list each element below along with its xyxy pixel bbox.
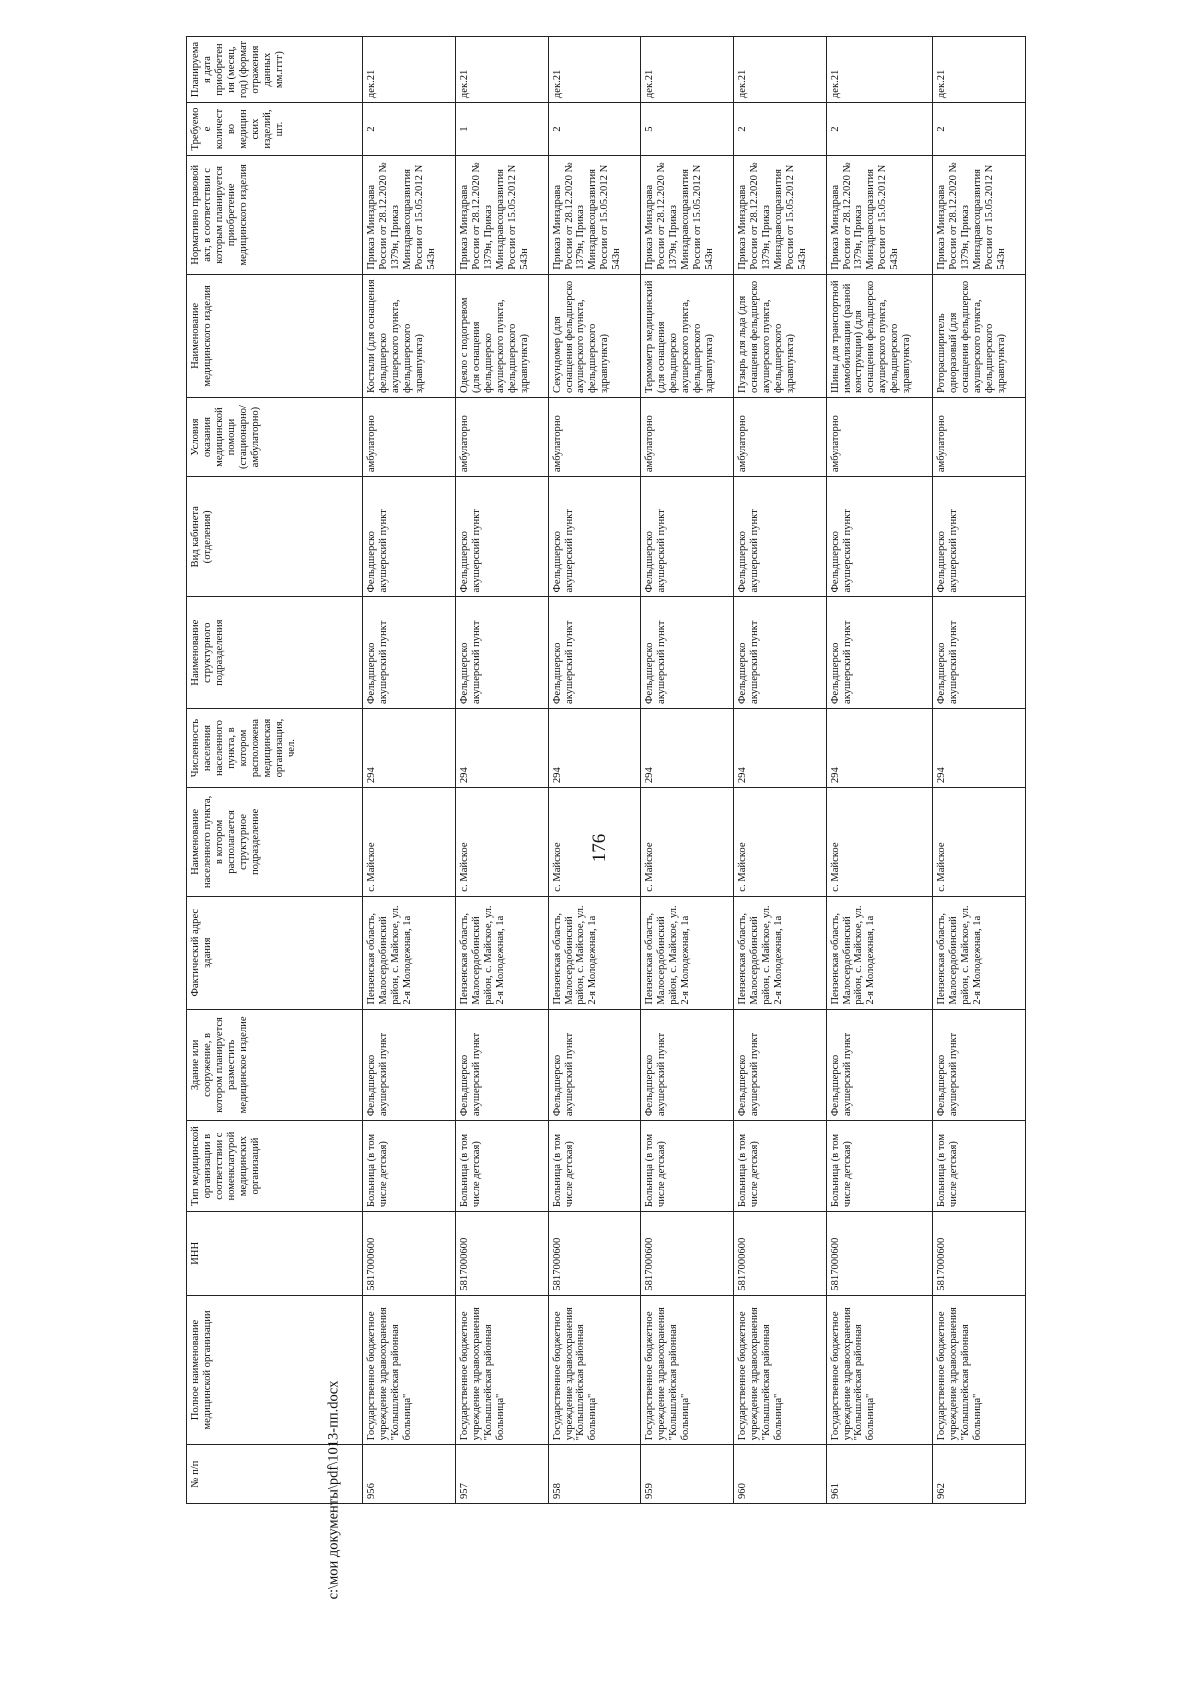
header-legal-act: Нормативно правовой акт, в соответствии с которым планируется приобретение медицинского изделия	[187, 155, 363, 274]
cell-legal-act: Приказ Минздрава России от 28.12.2020 № 1379н, Приказ Минздравсоцразвития России от 15.05.2012 N 543н	[933, 155, 1026, 274]
cell-organization-name: Государственное бюджетное учреждение здравоохранения "Колышлейская районная больница"	[363, 1295, 456, 1445]
cell-population: 294	[826, 708, 933, 787]
cell-inn: 5817000600	[455, 1212, 548, 1296]
cell-legal-act: Приказ Минздрава России от 28.12.2020 № 1379н, Приказ Минздравсоцразвития России от 15.05.2012 N 543н	[826, 155, 933, 274]
header-inn: ИНН	[187, 1212, 363, 1296]
cell-care-conditions: амбулаторно	[733, 397, 826, 476]
cell-organization-name: Государственное бюджетное учреждение здравоохранения "Колышлейская районная больница"	[826, 1295, 933, 1445]
cell-care-conditions: амбулаторно	[363, 397, 456, 476]
cell-legal-act: Приказ Минздрава России от 28.12.2020 № 1379н, Приказ Минздравсоцразвития России от 15.05.2012 N 543н	[548, 155, 641, 274]
cell-room-type: Фельдшерско акушерский пункт	[548, 477, 641, 597]
cell-device-name: Костыли (для оснащения фельдшерско акушерского пункта, фельдшерского здравпункта)	[363, 274, 456, 397]
table-row	[548, 37, 641, 1504]
cell-population: 294	[733, 708, 826, 787]
cell-structural-unit: Фельдшерско акушерский пункт	[826, 597, 933, 708]
cell-inn: 5817000600	[933, 1212, 1026, 1296]
cell-number: 958	[548, 1445, 641, 1504]
cell-legal-act: Приказ Минздрава России от 28.12.2020 № 1379н, Приказ Минздравсоцразвития России от 15.05.2012 N 543н	[641, 155, 734, 274]
cell-organization-type: Больница (в том числе детская)	[826, 1121, 933, 1212]
cell-organization-type: Больница (в том числе детская)	[933, 1121, 1026, 1212]
cell-device-name: Термометр медицинский (для оснащения фельдшерско акушерского пункта, фельдшерского здравпункта)	[641, 274, 734, 397]
cell-number: 959	[641, 1445, 734, 1504]
cell-room-type: Фельдшерско акушерский пункт	[363, 477, 456, 597]
cell-number: 960	[733, 1445, 826, 1504]
header-device-name: Наименование медицинского изделия	[187, 274, 363, 397]
cell-address: Пензенская область, Малосердобинский район, с. Майское, ул. 2-я Молодежная, 1а	[455, 896, 548, 1009]
cell-organization-type: Больница (в том числе детская)	[548, 1121, 641, 1212]
header-planned-date: Планируемая дата приобретения (месяц, год) (формат отражения данных мм.гггг)	[187, 37, 363, 103]
cell-population: 294	[548, 708, 641, 787]
cell-legal-act: Приказ Минздрава России от 28.12.2020 № 1379н, Приказ Минздравсоцразвития России от 15.05.2012 N 543н	[455, 155, 548, 274]
cell-population: 294	[933, 708, 1026, 787]
cell-organization-name: Государственное бюджетное учреждение здравоохранения "Колышлейская районная больница"	[933, 1295, 1026, 1445]
cell-organization-type: Больница (в том числе детская)	[733, 1121, 826, 1212]
cell-address: Пензенская область, Малосердобинский район, с. Майское, ул. 2-я Молодежная, 1а	[363, 896, 456, 1009]
cell-address: Пензенская область, Малосердобинский район, с. Майское, ул. 2-я Молодежная, 1а	[826, 896, 933, 1009]
cell-room-type: Фельдшерско акушерский пункт	[733, 477, 826, 597]
cell-settlement: с. Майское	[826, 788, 933, 897]
cell-organization-type: Больница (в том числе детская)	[641, 1121, 734, 1212]
cell-room-type: Фельдшерско акушерский пункт	[641, 477, 734, 597]
page-number: 176	[589, 833, 610, 863]
cell-care-conditions: амбулаторно	[641, 397, 734, 476]
cell-settlement: с. Майское	[548, 788, 641, 897]
cell-settlement: с. Майское	[455, 788, 548, 897]
cell-number: 961	[826, 1445, 933, 1504]
header-population: Численность населения населенного пункта, в котором расположена медицинская организация, чел.	[187, 708, 363, 787]
cell-quantity: 1	[455, 103, 548, 156]
cell-planned-date: дек.21	[826, 37, 933, 103]
cell-settlement: с. Майское	[733, 788, 826, 897]
table-row	[933, 37, 1026, 1504]
cell-address: Пензенская область, Малосердобинский район, с. Майское, ул. 2-я Молодежная, 1а	[548, 896, 641, 1009]
cell-inn: 5817000600	[733, 1212, 826, 1296]
cell-building: Фельдшерско акушерский пункт	[733, 1009, 826, 1120]
cell-population: 294	[363, 708, 456, 787]
cell-structural-unit: Фельдшерско акушерский пункт	[363, 597, 456, 708]
cell-planned-date: дек.21	[455, 37, 548, 103]
cell-structural-unit: Фельдшерско акушерский пункт	[933, 597, 1026, 708]
cell-legal-act: Приказ Минздрава России от 28.12.2020 № 1379н, Приказ Минздравсоцразвития России от 15.05.2012 N 543н	[733, 155, 826, 274]
cell-inn: 5817000600	[641, 1212, 734, 1296]
cell-building: Фельдшерско акушерский пункт	[363, 1009, 456, 1120]
cell-organization-name: Государственное бюджетное учреждение здравоохранения "Колышлейская районная больница"	[641, 1295, 734, 1445]
header-settlement: Наименование населенного пункта, в котором располагается структурное подразделение	[187, 788, 363, 897]
cell-inn: 5817000600	[363, 1212, 456, 1296]
cell-structural-unit: Фельдшерско акушерский пункт	[548, 597, 641, 708]
cell-device-name: Одеяло с подогревом (для оснащения фельдшерско акушерского пункта, фельдшерского здравпункта)	[455, 274, 548, 397]
footer-file-path: c:\мои документы\pdf\1013-пп.docx	[325, 1380, 342, 1600]
cell-address: Пензенская область, Малосердобинский район, с. Майское, ул. 2-я Молодежная, 1а	[641, 896, 734, 1009]
cell-planned-date: дек.21	[363, 37, 456, 103]
header-organization-type: Тип медицинской организации в соответствии с номенклатурой медицинских организаций	[187, 1121, 363, 1212]
cell-building: Фельдшерско акушерский пункт	[933, 1009, 1026, 1120]
cell-quantity: 2	[933, 103, 1026, 156]
cell-number: 956	[363, 1445, 456, 1504]
header-room-type: Вид кабинета (отделения)	[187, 477, 363, 597]
table-row	[455, 37, 548, 1504]
cell-legal-act: Приказ Минздрава России от 28.12.2020 № 1379н, Приказ Минздравсоцразвития России от 15.05.2012 N 543н	[363, 155, 456, 274]
cell-inn: 5817000600	[548, 1212, 641, 1296]
cell-structural-unit: Фельдшерско акушерский пункт	[733, 597, 826, 708]
cell-organization-name: Государственное бюджетное учреждение здравоохранения "Колышлейская районная больница"	[455, 1295, 548, 1445]
cell-room-type: Фельдшерско акушерский пункт	[826, 477, 933, 597]
cell-population: 294	[641, 708, 734, 787]
table-body	[187, 37, 1026, 1504]
cell-building: Фельдшерско акушерский пункт	[548, 1009, 641, 1120]
cell-population: 294	[455, 708, 548, 787]
cell-care-conditions: амбулаторно	[826, 397, 933, 476]
cell-care-conditions: амбулаторно	[933, 397, 1026, 476]
cell-device-name: Секундомер (для оснащения фельдшерско акушерского пункта, фельдшерского здравпункта)	[548, 274, 641, 397]
cell-number: 957	[455, 1445, 548, 1504]
table-row	[641, 37, 734, 1504]
header-care-conditions: Условия оказания медицинской помощи (стационарно/ амбулаторно)	[187, 397, 363, 476]
cell-organization-name: Государственное бюджетное учреждение здравоохранения "Колышлейская районная больница"	[733, 1295, 826, 1445]
header-structural-unit: Наименование структурного подразделения	[187, 597, 363, 708]
table-row	[733, 37, 826, 1504]
cell-room-type: Фельдшерско акушерский пункт	[933, 477, 1026, 597]
cell-settlement: с. Майское	[363, 788, 456, 897]
cell-address: Пензенская область, Малосердобинский район, с. Майское, ул. 2-я Молодежная, 1а	[733, 896, 826, 1009]
cell-building: Фельдшерско акушерский пункт	[641, 1009, 734, 1120]
cell-building: Фельдшерско акушерский пункт	[455, 1009, 548, 1120]
header-building: Здание или сооружение, в котором планируется разместить медицинское изделие	[187, 1009, 363, 1120]
table-header-row	[187, 37, 363, 1504]
cell-device-name: Шины для транспортной иммобилизации (разной конструкции) (для оснащения фельдшерско акушерского пункта, фельдшерского здравпункта)	[826, 274, 933, 397]
cell-quantity: 2	[363, 103, 456, 156]
cell-planned-date: дек.21	[733, 37, 826, 103]
cell-planned-date: дек.21	[933, 37, 1026, 103]
cell-structural-unit: Фельдшерско акушерский пункт	[641, 597, 734, 708]
cell-organization-type: Больница (в том числе детская)	[363, 1121, 456, 1212]
cell-settlement: с. Майское	[933, 788, 1026, 897]
cell-number: 962	[933, 1445, 1026, 1504]
cell-organization-name: Государственное бюджетное учреждение здравоохранения "Колышлейская районная больница"	[548, 1295, 641, 1445]
cell-quantity: 5	[641, 103, 734, 156]
cell-organization-type: Больница (в том числе детская)	[455, 1121, 548, 1212]
document-table-container	[186, 36, 1026, 1504]
cell-care-conditions: амбулаторно	[548, 397, 641, 476]
cell-planned-date: дек.21	[548, 37, 641, 103]
cell-quantity: 2	[826, 103, 933, 156]
header-quantity: Требуемое количество медицинских изделий, шт.	[187, 103, 363, 156]
cell-inn: 5817000600	[826, 1212, 933, 1296]
header-number: № п/п	[187, 1445, 363, 1504]
equipment-table	[186, 36, 1026, 1504]
cell-room-type: Фельдшерско акушерский пункт	[455, 477, 548, 597]
cell-quantity: 2	[733, 103, 826, 156]
cell-quantity: 2	[548, 103, 641, 156]
cell-care-conditions: амбулаторно	[455, 397, 548, 476]
table-row	[363, 37, 456, 1504]
header-address: Фактический адрес здания	[187, 896, 363, 1009]
cell-settlement: с. Майское	[641, 788, 734, 897]
cell-device-name: Роторасширитель одноразовый (для оснащения фельдшерско акушерского пункта, фельдшерского здравпункта)	[933, 274, 1026, 397]
cell-structural-unit: Фельдшерско акушерский пункт	[455, 597, 548, 708]
cell-device-name: Пузырь для льда (для оснащения фельдшерско акушерского пункта, фельдшерского здравпункта)	[733, 274, 826, 397]
cell-address: Пензенская область, Малосердобинский район, с. Майское, ул. 2-я Молодежная, 1а	[933, 896, 1026, 1009]
header-organization-name: Полное наименование медицинской организации	[187, 1295, 363, 1445]
cell-building: Фельдшерско акушерский пункт	[826, 1009, 933, 1120]
cell-planned-date: дек.21	[641, 37, 734, 103]
table-row	[826, 37, 933, 1504]
